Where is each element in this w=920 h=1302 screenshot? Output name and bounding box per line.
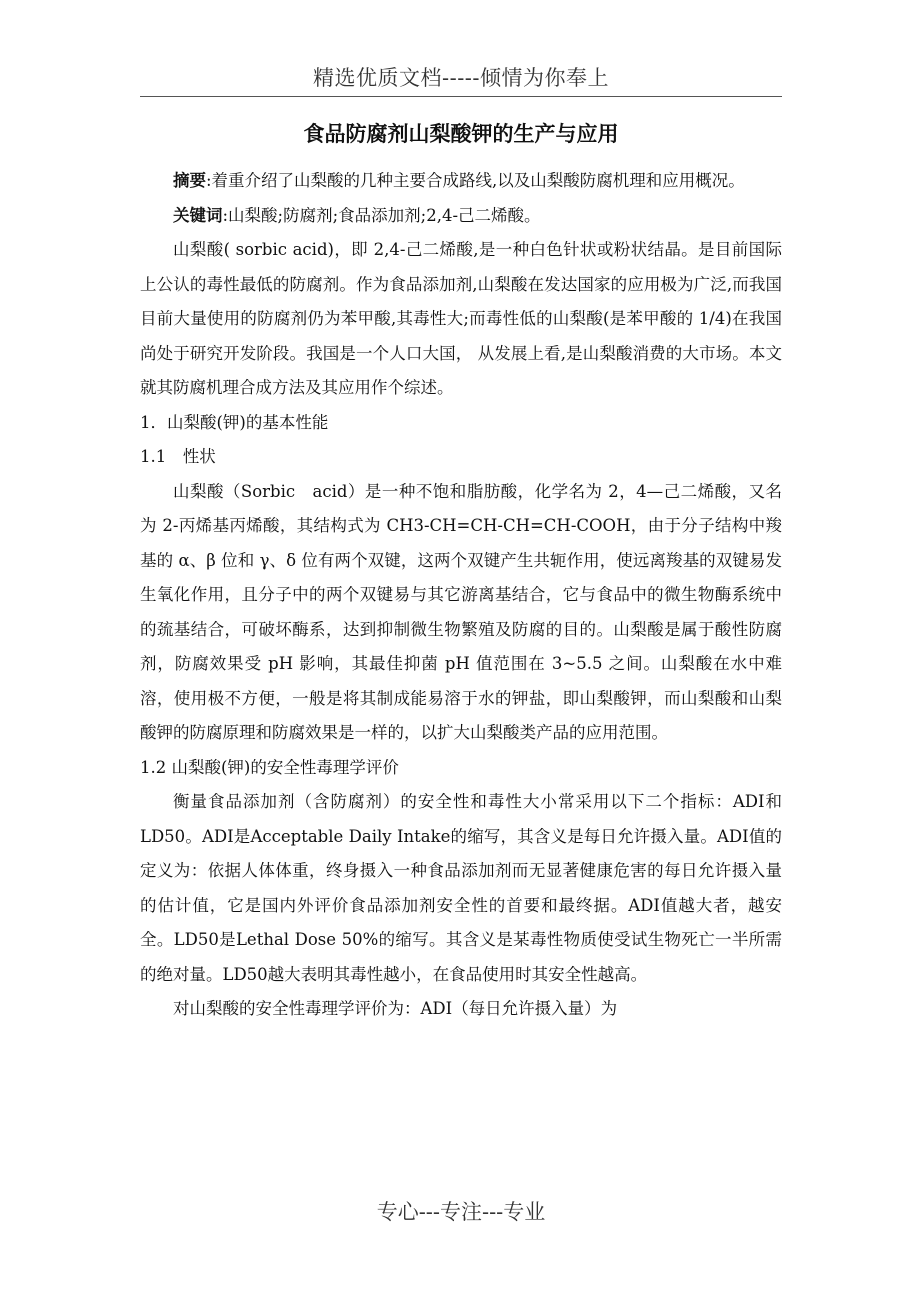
abstract-text: :着重介绍了山梨酸的几种主要合成路线,以及山梨酸防腐机理和应用概况。: [206, 171, 745, 190]
header-divider: [140, 96, 782, 97]
document-body: [140, 164, 782, 1027]
properties-paragraph: 山梨酸（Sorbic acid）是一种不饱和脂肪酸，化学名为 2，4—己二烯酸，又名为 2-丙烯基丙烯酸，其结构式为 CH3-CH=CH-CH=CH-COOH，由于分子结构中羧基的 α、β 位和 γ、δ 位有两个双键，这两个双键产生共轭作用，使远离羧基的双键易发生氧化作用，且分子中的两个双键易与其它游离基结合，它与食品中的微生物酶系统中的巯基结合，可破坏酶系，达到抑制微生物繁殖及防腐的目的。山梨酸是属于酸性防腐剂，防腐效果受 pH 影响，其最佳抑菌 pH 值范围在 3~5.5 之间。山梨酸在水中难溶，使用极不方便，一般是将其制成能易溶于水的钾盐，即山梨酸钾，而山梨酸和山梨酸钾的防腐原理和防腐效果是一样的，以扩大山梨酸类产品的应用范围。: [140, 481, 782, 742]
section-heading-1-2: 1.2 山梨酸(钾)的安全性毒理学评价: [140, 757, 399, 777]
page-header: 精选优质文档-----倾情为你奉上: [313, 66, 609, 90]
document-title: 食品防腐剂山梨酸钾的生产与应用: [303, 122, 619, 146]
safety-paragraph-2: 对山梨酸的安全性毒理学评价为：ADI（每日允许摄入量）为: [173, 999, 618, 1018]
abstract-label: 摘要: [173, 171, 206, 190]
section-heading-1-1: 1.1 性状: [140, 447, 216, 466]
page-footer: 专心---专注---专业: [376, 1200, 546, 1224]
section-heading-1: 1．山梨酸(钾)的基本性能: [140, 412, 329, 432]
safety-paragraph: 衡量食品添加剂（含防腐剂）的安全性和毒性大小常采用以下二个指标：ADI和LD50。ADI是Acceptable Daily Intake的缩写，其含义是每日允许摄入量。ADI值的定义为：依据人体体重，终身摄入一种食品添加剂而无显著健康危害的每日允许摄入量的估计值，它是国内外评价食品添加剂安全性的首要和最终据。ADI值越大者，越安全。LD50是Lethal Dose 50%的缩写。其含义是某毒性物质使受试生物死亡一半所需的绝对量。LD50越大表明其毒性越小，在食品使用时其安全性越高。: [140, 792, 782, 984]
keywords-label: 关键词: [173, 205, 223, 225]
abstract-paragraph: [140, 164, 782, 199]
keywords-text: :山梨酸;防腐剂;食品添加剂;2,4-己二烯酸。: [222, 205, 541, 225]
intro-paragraph: 山梨酸( sorbic acid)，即 2,4-己二烯酸,是一种白色针状或粉状结晶。是目前国际上公认的毒性最低的防腐剂。作为食品添加剂,山梨酸在发达国家的应用极为广泛,而我国目前大量使用的防腐剂仍为苯甲酸,其毒性大;而毒性低的山梨酸(是苯甲酸的 1/4)在我国尚处于研究开发阶段。我国是一个人口大国， 从发展上看,是山梨酸消费的大市场。本文就其防腐机理合成方法及其应用作个综述。: [140, 240, 782, 397]
keywords-paragraph: [140, 199, 782, 234]
